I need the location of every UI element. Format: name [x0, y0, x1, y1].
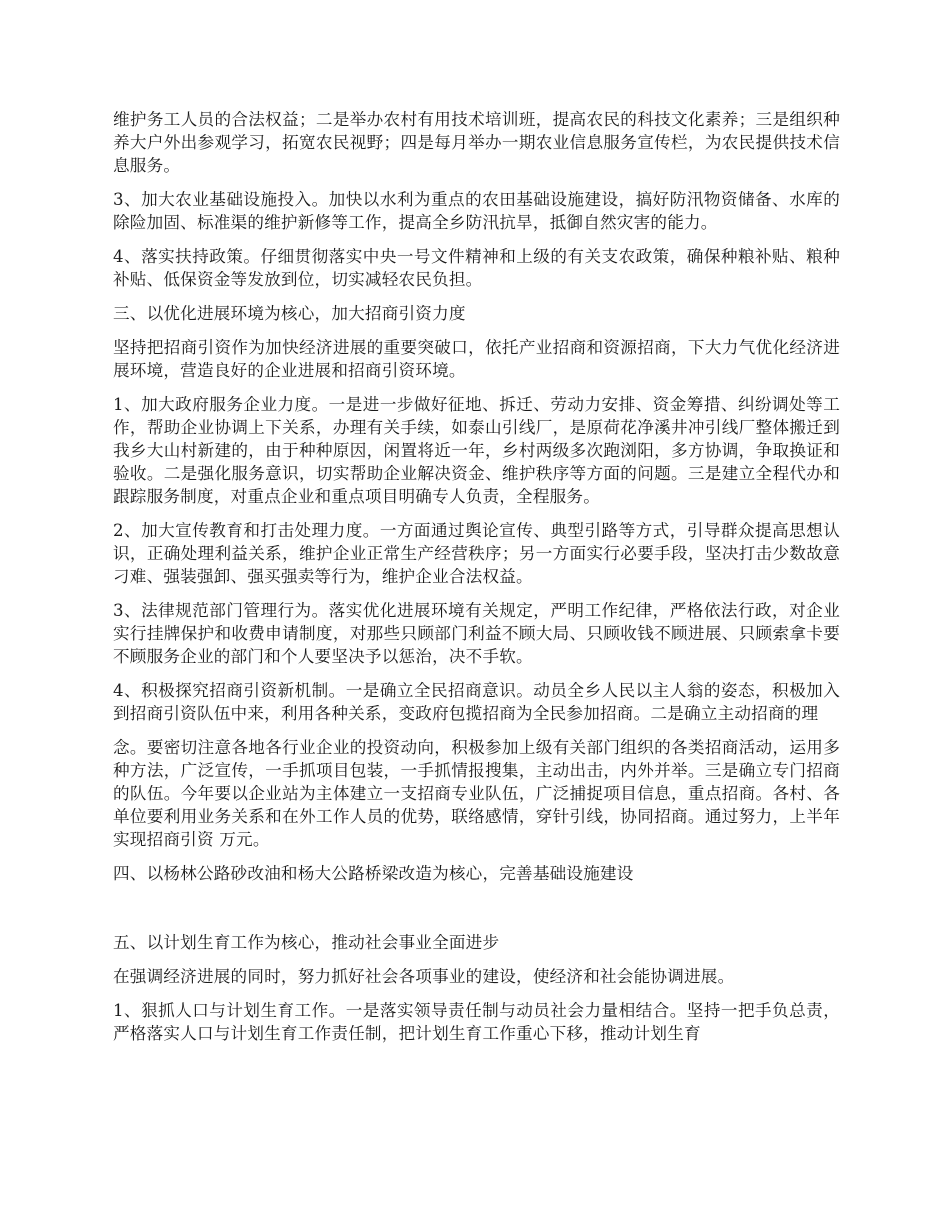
section-heading-infrastructure: 四、以杨林公路砂改油和杨大公路桥梁改造为核心，完善基础设施建设: [113, 864, 634, 883]
paragraph-investment-intro: 坚持把招商引资作为加快经济进展的重要突破口，依托产业招商和资源招商，下大力气优化经济进展环境，营造良好的企业进展和招商引资环境。: [113, 338, 840, 380]
paragraph-social-development: 在强调经济进展的同时，努力抓好社会各项事业的建设，使经济和社会能协调进展。: [113, 967, 735, 986]
section-heading-investment: 三、以优化进展环境为核心，加大招商引资力度: [113, 304, 466, 323]
paragraph-government-service: 1、加大政府服务企业力度。一是进一步做好征地、拆迁、劳动力安排、资金筹措、纠纷调处等工作，帮助企业协调上下关系，办理有关手续，如泰山引线厂，是原荷花净溪井冲引线厂整体搬迁到我乡大山村新建的，由于种种原因，闲置将近一年，乡村两级多次跑浏阳，多方协调，争取换证和验收。二是强化服务意识，切实帮助企业解决资金、维护秩序等方面的问题。三是建立全程代办和跟踪服务制度，对重点企业和重点项目明确专人负责，全程服务。: [113, 395, 840, 506]
document-body: [113, 108, 840, 1056]
section-heading-family-planning: 五、以计划生育工作为核心，推动社会事业全面进步: [113, 933, 500, 952]
paragraph-publicity-education: 2、加大宣传教育和打击处理力度。一方面通过舆论宣传、典型引路等方式，引导群众提高思想认识，正确处理利益关系，维护企业正常生产经营秩序；另一方面实行必要手段，坚决打击少数故意刁难、强装强卸、强买强卖等行为，维护企业合法权益。: [113, 521, 840, 586]
paragraph-department-management: 3、法律规范部门管理行为。落实优化进展环境有关规定，严明工作纪律，严格依法行政，对企业实行挂牌保护和收费申请制度，对那些只顾部门利益不顾大局、只顾收钱不顾进展、只顾索拿卡要不顾服务企业的部门和个人要坚决予以惩治，决不手软。: [113, 601, 840, 666]
paragraph-population-planning: 1、狠抓人口与计划生育工作。一是落实领导责任制与动员社会力量相结合。坚持一把手负总责，严格落实人口与计划生育工作责任制，把计划生育工作重心下移，推动计划生育: [113, 1001, 840, 1043]
paragraph-new-mechanism: 4、积极探究招商引资新机制。一是确立全民招商意识。动员全乡人民以主人翁的姿态，积极加入到招商引资队伍中来，利用各种关系，变政府包揽招商为全民参加招商。二是确立主动招商的理: [113, 681, 840, 723]
paragraph-support-policy: 4、落实扶持政策。仔细贯彻落实中央一号文件精神和上级的有关支农政策，确保种粮补贴、粮种补贴、低保资金等发放到位，切实减轻农民负担。: [113, 247, 840, 289]
paragraph-infrastructure-investment: 3、加大农业基础设施投入。加快以水利为重点的农田基础设施建设，搞好防汛物资储备、水库的除险加固、标准渠的维护新修等工作，提高全乡防汛抗旱，抵御自然灾害的能力。: [113, 190, 840, 232]
paragraph-farmer-rights: 维护务工人员的合法权益；二是举办农村有用技术培训班，提高农民的科技文化素养；三是组织种养大户外出参观学习，拓宽农民视野；四是每月举办一期农业信息服务宣传栏，为农民提供技术信息服务。: [113, 110, 840, 175]
paragraph-mechanism-continued: 念。要密切注意各地各行业企业的投资动向，积极参加上级有关部门组织的各类招商活动，运用多种方法，广泛宣传，一手抓项目包装，一手抓情报搜集，主动出击，内外并举。三是确立专门招商的队伍。今年要以企业站为主体建立一支招商专业队伍，广泛捕捉项目信息，重点招商。各村、各单位要利用业务关系和在外工作人员的优势，联络感情，穿针引线，协同招商。通过努力，上半年实现招商引资 万元。: [113, 738, 840, 849]
